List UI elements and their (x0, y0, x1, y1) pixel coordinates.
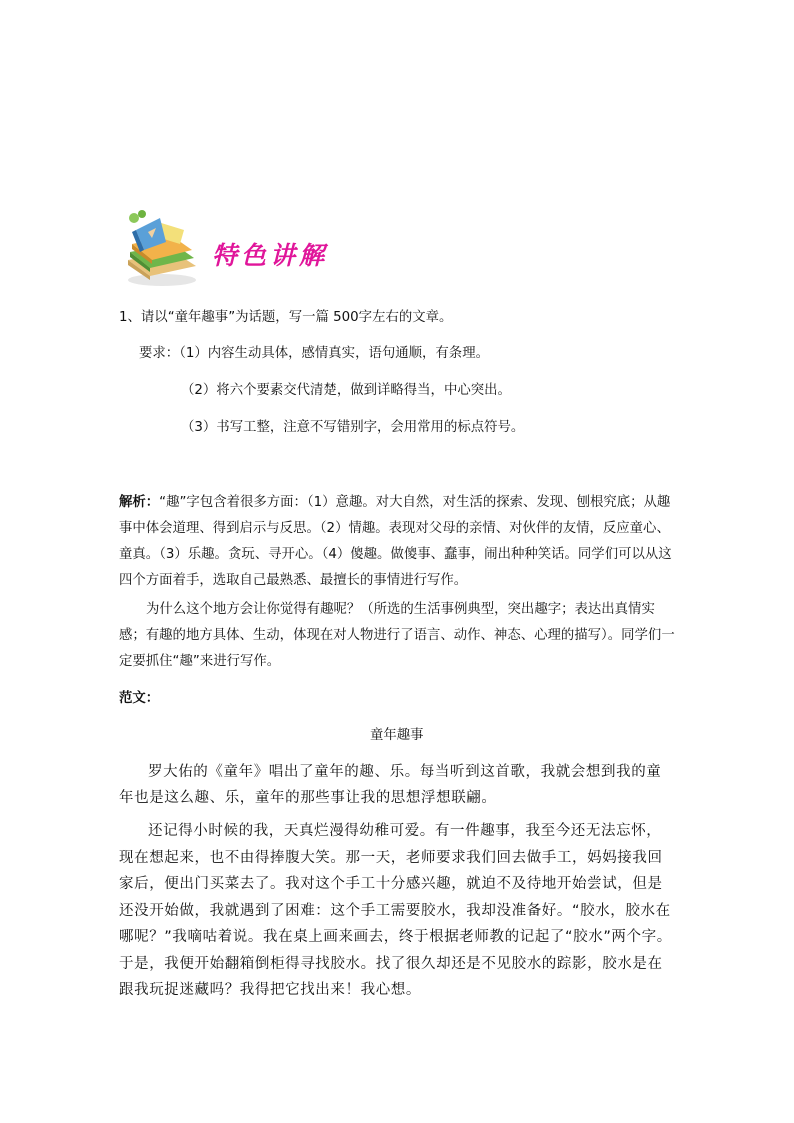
requirement-2: （2）将六个要素交代清楚，做到详略得当，中心突出。 (181, 383, 511, 398)
requirement-3: （3）书写工整，注意不写错别字，会用常用的标点符号。 (181, 420, 525, 435)
analysis-text-1: “趣”字包含着很多方面：（1）意趣。对大自然，对生活的探索、发现、刨根究底；从趣事中体会道理、得到启示与反思。（2）情趣。表现对父母的亲情、对伙伴的友情，反应童心、童真。（3）乐趣。贪玩、寻开心。（4）傻趣。做傻事、蠢事，闹出种种笑话。同学们可以从这四个方面着手，选取自己最熟悉、最擅长的事情进行写作。 (119, 495, 672, 588)
question-prompt: 1、请以“童年趣事”为话题，写一篇 500字左右的文章。 (119, 310, 453, 325)
analysis-paragraph-1 (119, 490, 677, 594)
books-pencil-logo-icon (122, 208, 202, 288)
requirements-label: 要求： (139, 346, 180, 361)
essay-paragraph-1: 罗大佑的《童年》唱出了童年的趣、乐。每当听到这首歌，我就会想到我的童年也是这么趣、乐，童年的那些事让我的思想浮想联翩。 (119, 764, 662, 806)
analysis-paragraph-2: 为什么这个地方会让你觉得有趣呢？（所选的生活事例典型，突出趣字；表达出真情实感；有趣的地方具体、生动，体现在对人物进行了语言、动作、神态、心理的描写）。同学们一定要抓住“趣”来进行写作。 (119, 602, 675, 669)
analysis-label: 解析： (119, 495, 160, 510)
requirement-1-line (139, 344, 489, 364)
essay-title: 童年趣事 (370, 728, 424, 743)
essay-paragraph-2: 还记得小时候的我，天真烂漫得幼稚可爱。有一件趣事，我至今还无法忘怀，现在想起来，也不由得捧腹大笑。那一天，老师要求我们回去做手工，妈妈接我回家后，便出门买菜去了。我对这个手工十分感兴趣，就迫不及待地开始尝试，但是还没开始做，我就遇到了困难：这个手工需要胶水，我却没准备好。“胶水，胶水在哪呢？”我嘀咕着说。我在桌上画来画去，终于根据老师教的记起了“胶水”两个字。于是，我便开始翻箱倒柜得寻找胶水。找了很久却还是不见胶水的踪影，胶水是在跟我玩捉迷藏吗？我得把它找出来！我心想。 (119, 823, 672, 998)
section-title: 特色讲解 (212, 241, 329, 270)
requirement-1: （1）内容生动具体，感情真实，语句通顺，有条理。 (179, 346, 489, 361)
essay-label: 范文： (119, 691, 160, 706)
